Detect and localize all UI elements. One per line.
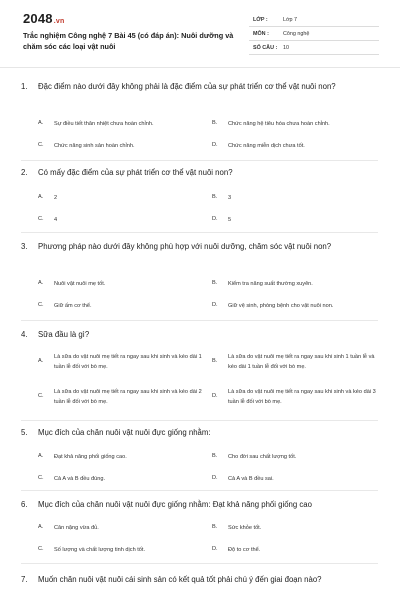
option-text: 2 <box>54 195 58 201</box>
info-value: Công nghệ <box>283 31 310 37</box>
option-text: 3 <box>228 195 232 201</box>
question-divider <box>21 320 378 321</box>
info-row-class <box>249 13 379 27</box>
option-text: Cả A và B đều sai. <box>228 476 274 482</box>
option-text: Số lượng và chất lượng tinh dịch tốt. <box>54 547 146 553</box>
info-value: Lớp 7 <box>283 17 298 23</box>
option-letter: C. <box>38 546 44 552</box>
header-divider <box>0 67 400 68</box>
option-letter: D. <box>212 216 218 222</box>
option-text: Cho đời sau chất lượng tốt. <box>228 454 297 460</box>
option-text: Độ to cơ thể. <box>228 547 261 553</box>
option-letter: A. <box>38 120 44 126</box>
question-text: Phương pháp nào dưới đây không phù hợp với nuôi dưỡng, chăm sóc vật nuôi non? <box>38 242 332 251</box>
question-divider <box>21 490 378 491</box>
option-text: Chức năng hệ tiêu hóa chưa hoàn chỉnh. <box>228 121 330 127</box>
option-letter: C. <box>38 393 44 399</box>
page-title: Trắc nghiệm Công nghệ 7 Bài 45 (có đáp án): Nuôi dưỡng và chăm sóc các loại vật nuôi <box>23 31 234 51</box>
option-letter: A. <box>38 453 44 459</box>
question-text: Muốn chăn nuôi vật nuôi cái sinh sản có kết quả tốt phải chú ý đến giai đoạn nào? <box>38 575 322 584</box>
option-text: Sự điều tiết thân nhiệt chưa hoàn chỉnh. <box>54 121 154 127</box>
question-number: 2. <box>21 168 28 177</box>
option-letter: B. <box>212 194 218 200</box>
info-value: 10 <box>283 45 289 51</box>
option-letter: B. <box>212 120 218 126</box>
option-letter: A. <box>38 280 44 286</box>
info-key: SỐ CÂU : <box>253 45 278 51</box>
option-text: Là sữa do vật nuôi mẹ tiết ra ngay sau khi sinh và kéo dài 2 tuần lễ đối với bò mẹ. <box>54 389 202 405</box>
option-text: Đạt khả năng phối giống cao. <box>54 454 127 460</box>
option-text: Nuôi vật nuôi mẹ tốt. <box>54 281 106 287</box>
option-letter: A. <box>38 358 44 364</box>
option-text: Giữ ấm cơ thể. <box>54 303 92 309</box>
option-letter: C. <box>38 216 44 222</box>
question-text: Sữa đầu là gì? <box>38 330 90 339</box>
option-letter: D. <box>212 302 218 308</box>
option-text: Sức khỏe tốt. <box>228 525 262 531</box>
option-letter: C. <box>38 302 44 308</box>
question-text: Mục đích của chăn nuôi vật nuôi đực giống nhằm: <box>38 428 211 437</box>
option-text: 4 <box>54 217 58 223</box>
question-number: 1. <box>21 82 28 91</box>
option-letter: B. <box>212 524 218 530</box>
info-row-count <box>249 41 379 55</box>
option-letter: D. <box>212 546 218 552</box>
question-divider <box>21 563 378 564</box>
option-letter: C. <box>38 475 44 481</box>
option-letter: A. <box>38 194 44 200</box>
question-number: 6. <box>21 500 28 509</box>
question-number: 3. <box>21 242 28 251</box>
option-letter: D. <box>212 475 218 481</box>
question-divider <box>21 160 378 161</box>
option-letter: D. <box>212 142 218 148</box>
question-divider <box>21 232 378 233</box>
option-letter: B. <box>212 358 218 364</box>
option-text: Cả A và B đều đúng. <box>54 476 106 482</box>
question-number: 5. <box>21 428 28 437</box>
info-key: MÔN : <box>253 31 269 37</box>
option-letter: A. <box>38 524 44 530</box>
question-text: Mục đích của chăn nuôi vật nuôi đực giống nhằm: Đạt khả năng phối giống cao <box>38 500 312 509</box>
option-text: Giữ vệ sinh, phòng bệnh cho vật nuôi non. <box>228 303 334 309</box>
option-text: Cân nặng vừa đủ. <box>54 525 99 531</box>
page-header <box>0 0 400 66</box>
option-letter: B. <box>212 280 218 286</box>
option-text: Là sữa do vật nuôi mẹ tiết ra ngay sau khi sinh và kéo dài 3 tuần lễ đối với bò mẹ. <box>228 389 376 405</box>
question-number: 4. <box>21 330 28 339</box>
option-letter: D. <box>212 393 218 399</box>
info-row-subject <box>249 27 379 41</box>
option-text: Kiểm tra năng suất thường xuyên. <box>228 281 313 287</box>
option-text: Chức năng miễn dịch chưa tốt. <box>228 143 305 149</box>
info-table <box>249 13 379 55</box>
option-letter: B. <box>212 453 218 459</box>
logo-text[interactable]: 2048 <box>23 11 53 26</box>
question-number: 7. <box>21 575 28 584</box>
option-text: Là sữa do vật nuôi mẹ tiết ra ngay sau khi sinh 1 tuần lễ và kéo dài 1 tuần lễ đối với bò mẹ. <box>228 354 375 370</box>
option-text: 5 <box>228 217 232 223</box>
site-logo[interactable] <box>23 11 64 26</box>
question-text: Đặc điểm nào dưới đây không phải là đặc điểm của sự phát triển cơ thể vật nuôi non? <box>38 82 336 91</box>
question-divider <box>21 420 378 421</box>
question-text: Có mấy đặc điểm của sự phát triển cơ thể vật nuôi non? <box>38 168 233 177</box>
option-text: Chức năng sinh sản hoàn chỉnh. <box>54 143 135 149</box>
option-letter: C. <box>38 142 44 148</box>
option-text: Là sữa do vật nuôi mẹ tiết ra ngay sau khi sinh và kéo dài 1 tuần lễ đối với bò mẹ. <box>54 354 202 370</box>
info-key: LỚP : <box>253 17 268 23</box>
logo-suffix[interactable]: .vn <box>53 18 65 25</box>
